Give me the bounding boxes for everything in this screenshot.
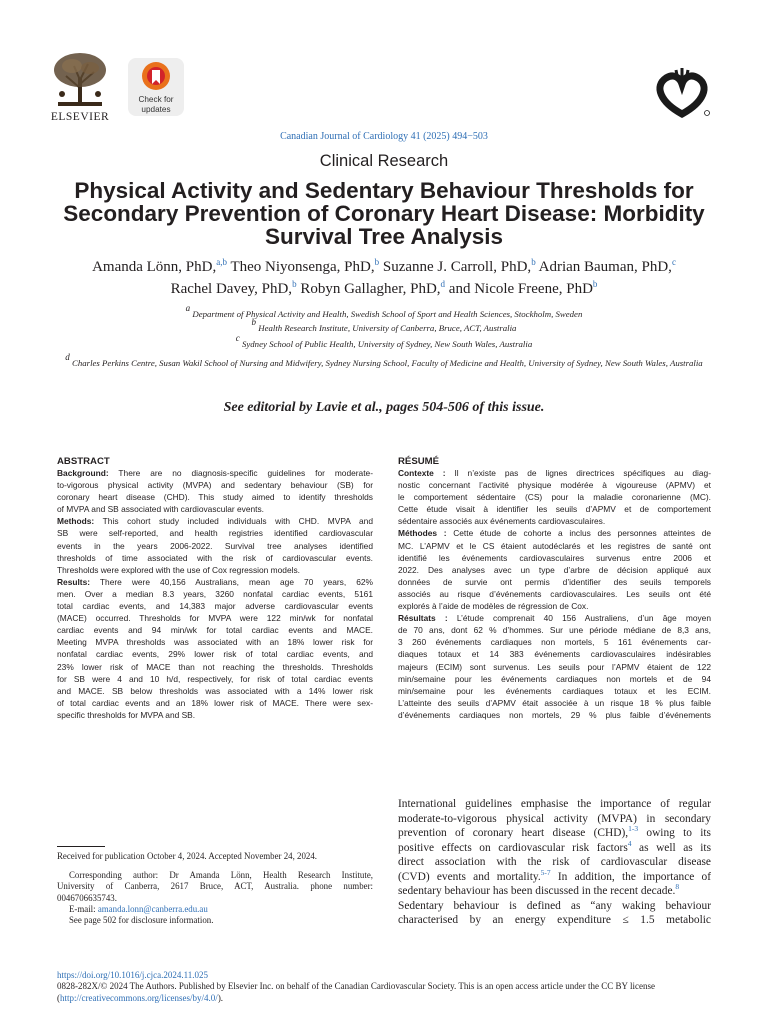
journal-citation-link[interactable]: Canadian Journal of Cardiology 41 (2025) 494−503 [280,131,488,142]
line-text: for SB were 4 and 10 h/d, respectively, for risk of total cardiac events [57,673,373,684]
email-label: E-mail: [69,903,98,914]
line-text: events in the years 2006-2022. Survival tree analyses identified [57,540,373,551]
line-text: Meeting MVPA thresholds was associated with an 18% lower risk for [57,637,373,648]
author-affiliation-mark[interactable]: b [592,279,598,289]
line-text: d’événements cardiaques non mortels, 29 % plus faible d’événements [398,709,711,720]
affiliation-mark: c [235,333,240,343]
text-line [57,685,373,697]
line-text: cardiac events and 94 min/wk for total cardiac events and MACE. [57,625,373,636]
text-line [398,552,711,564]
author-name: and Nicole Freene, PhD [445,281,593,297]
abstract-column [57,456,373,721]
text-line [398,540,711,552]
corresponding-author-line: 0046706635743. [57,892,117,903]
heart-logo-icon [652,66,714,120]
text-line [398,884,711,899]
line-text: prevention of coronary heart disease (CHD), [398,827,629,839]
abstract-heading: ABSTRACT [57,456,110,467]
line-text: nostic concernant l’activité physique modérée à vigoureuse (APMV) et [398,480,711,491]
text-line [398,612,711,624]
doi-link[interactable]: https://doi.org/10.1016/j.cjca.2024.11.025 [57,970,208,980]
line-text: men. Over a median 8.3 years, 3260 nonfatal cardiac events, 5161 [57,588,373,599]
line-text: as well as its [631,841,711,854]
line-text: International guidelines emphasise the importance of regular [398,798,711,810]
text-line [57,515,373,527]
text-line [398,467,711,479]
check-for-updates-button[interactable] [128,58,184,116]
elsevier-logo [44,48,116,126]
affiliation-c [30,333,738,350]
author-name: Amanda Lönn, PhD, [92,259,217,275]
line-text: moderate-to-vigorous physical activity (MVPA) in secondary [398,812,711,825]
line-text: Thresholds were explored with the use of Cox regression models. [57,564,300,575]
resume-body [398,467,711,721]
text-line [398,841,711,856]
author-affiliation-mark[interactable]: b [292,279,297,289]
author-name: Suzanne J. Carroll, PhD, [379,259,532,275]
license-close: ). [217,992,224,1003]
text-line [57,636,373,648]
text-line [57,661,373,673]
resume-heading: RÉSUMÉ [398,456,440,467]
subsection-label: Contexte : [398,468,446,478]
text-line [57,479,373,491]
affiliation-mark: d [65,352,70,362]
text-line [57,588,373,600]
line-text: données de survie ont permis d’identifier des seuils temporels [398,576,711,587]
license-statement: 0828-282X/© 2024 The Authors. Published by Elsevier Inc. on behalf of the Canadian Cardiovascular Society. This is an open access article under the CC BY license ( [57,981,655,1003]
license-text [57,981,711,1004]
text-line [398,697,711,709]
line-text: sedentary behaviour has been discussed in the recent decade. [398,885,676,897]
license-link[interactable]: http://creativecommons.org/licenses/by/4.0/ [60,992,218,1003]
disclosure-note: See page 502 for disclosure information. [69,915,214,926]
line-text: sédentaire associés aux événements cardiovasculaires. [398,516,606,527]
author-name: Robyn Gallagher, PhD, [296,281,441,297]
text-line [57,709,373,721]
affiliation-text: Health Research Institute, University of Canberra, Bruce, ACT, Australia [258,323,517,333]
author-list-line-2 [30,281,738,298]
line-text: de 70 ans, dont 62 % d’hommes. Sur une période médiane de 8,3 ans, [398,625,711,636]
text-line [398,855,711,870]
text-line [398,913,711,928]
line-text: and MACE. SB below thresholds was associated with a 14% lower risk [57,685,373,696]
text-line [398,709,711,721]
line-text: specific thresholds for MVPA and SB. [57,709,196,720]
ccs-heart-logo [652,66,714,120]
text-line [398,812,711,827]
text-line [57,600,373,612]
line-text: positive effects on cardiovascular risk factors [398,841,628,854]
text-line [57,491,373,503]
text-line [57,503,373,515]
reference-citation[interactable]: 5-7 [540,869,551,877]
text-line [57,697,373,709]
author-affiliation-mark[interactable]: a,b [216,257,227,267]
line-text: nonfatal cardiac events, 29% lower risk of total cardiac events, and [57,649,373,660]
introduction-text [398,797,711,928]
line-text: 23% lower risk of MACE than not reaching the thresholds. Thresholds [57,661,373,672]
line-text: SB were self-reported, and health registries identified cardiovascular [57,528,373,539]
line-text: coronary heart disease (CHD). This study aimed to identify thresholds [57,492,373,503]
text-line [57,564,373,576]
reference-citation[interactable]: 1-3 [628,826,639,833]
line-text: direct association with the risk of cardiovascular disease [398,856,711,868]
elsevier-wordmark: ELSEVIER [50,111,110,123]
line-text: to-vigorous physical activity (MVPA) and sedentary behaviour (SB) for [57,480,373,491]
line-text: of MVPA and SB associated with cardiovascular events. [57,504,264,515]
text-line [57,624,373,636]
line-text: Il n’existe pas de lignes directrices spécifiques au diag- [445,468,711,478]
text-line [398,527,711,539]
line-text: Cette étude de cohorte a inclus des personnes atteintes de [446,528,711,539]
line-text: min/semaine pour les événements cardiaques totaux et les ECIM. [398,685,711,696]
check-updates-label: Check for updates [138,95,174,114]
text-line [398,797,711,812]
text-line [398,576,711,588]
line-text: 3 260 événements cardiaques non mortels, 5 161 événements car- [398,637,711,648]
article-title: Physical Activity and Sedentary Behaviour Thresholds for Secondary Prevention of Coronary Heart Disease: Morbidity Survival Tree Analysis [63,178,705,249]
author-affiliation-mark[interactable]: c [671,257,676,267]
author-list-line-1 [30,259,738,276]
text-line [398,624,711,636]
line-text: L’étude comprenait 40 156 Australiens, d’un âge moyen [447,613,711,624]
author-name: Adrian Bauman, PhD, [535,259,672,275]
text-line [398,648,711,660]
affiliation-text: Charles Perkins Centre, Susan Wakil School of Nursing and Midwifery, Sydney Nursing School, Faculty of Medicine and Health, University of Sydney, New South Wales, Australia [72,358,703,368]
text-line [398,673,711,685]
subsection-label: Background: [57,468,109,478]
section-label: Clinical Research [319,152,449,170]
line-text: Cette étude visait à identifier les seuils d’APMV et de comportement [398,504,711,515]
corresponding-author-line: University of Canberra, 2617 Bruce, ACT, Australia. phone number: [57,881,373,892]
text-line [398,636,711,648]
line-text: majeurs (ECIM) sont survenus. Les seuils pour l’APMV étaient de 122 [398,661,711,672]
line-text: There are no diagnosis-specific guidelines for moderate- [108,468,373,478]
line-text: (CVD) events and mortality. [398,870,541,883]
author-affiliation-mark[interactable]: d [440,279,446,289]
abstract-body [57,467,373,721]
author-name: Rachel Davey, PhD, [170,281,293,297]
line-text: L’atteinte des seuils d’APMV était associée à un risque 18 % plus faible [398,697,711,708]
line-text: min/semaine pour les événements cardiaques non mortels et de 94 [398,673,711,684]
editorial-note: See editorial by Lavie et al., pages 504-506 of this issue. [223,400,545,415]
text-line [57,527,373,539]
email-link[interactable]: amanda.lonn@canberra.edu.au [97,903,208,914]
subsection-label: Methods: [57,516,95,527]
line-text: This cohort study included individuals with CHD. MVPA and [94,516,373,527]
elsevier-tree-icon [44,48,116,110]
journal-citation[interactable] [0,131,768,142]
line-text: of total cardiac events and an 18% lower risk of MACE. There were sex- [57,697,373,708]
text-line [57,648,373,660]
footnote-divider [57,846,105,847]
text-line [398,899,711,914]
affiliation-mark: b [251,317,257,327]
line-text: MC. L’APMV et le CS étaient autodéclarés et les registres de santé ont [398,540,711,551]
text-line [57,612,373,624]
text-line [57,552,373,564]
line-text: total cardiac events, and 14,383 major adverse cardiovascular events [57,601,373,612]
line-text: identifié les événements cardiovasculaires survenus entre 2006 et [398,552,711,563]
text-line [57,467,373,479]
text-line [398,600,711,612]
subsection-label: Results: [57,576,91,587]
line-text: (MACE) occurred. Thresholds for MVPA were 122 min/wk for nonfatal [57,613,373,624]
reference-citation[interactable]: 8 [675,884,680,891]
affiliation-text: Department of Physical Activity and Health, Swedish School of Sport and Health Sciences, Stockholm, Sweden [192,309,583,319]
affiliation-d [40,352,728,369]
line-text: diaques totaux et 14 383 événements cardiovasculaires indésirables [398,649,711,660]
text-line [57,673,373,685]
text-line [398,826,711,841]
check-updates-icon [128,58,184,94]
line-text: associés au risque d’événements cardiovasculaires. Les seuils ont été [398,588,711,599]
resume-column [398,456,711,721]
email-line [57,904,373,915]
text-line [57,540,373,552]
subsection-label: Méthodes : [398,528,447,539]
line-text: explorés à l’aide de modèles de régression de Cox. [398,601,589,612]
text-line [398,515,711,527]
text-line [398,564,711,576]
corresponding-author-line: Corresponding author: Dr Amanda Lönn, Health Research Institute, [69,870,373,881]
subsection-label: Résultats : [398,613,448,624]
affiliation-a [30,303,738,320]
affiliation-text: Sydney School of Public Health, University of Sydney, New South Wales, Australia [241,339,533,349]
line-text: Sedentary behaviour is defined as “any waking behaviour [398,899,711,912]
text-line [57,576,373,588]
line-text: thresholds of time associated with the risk of cardiovascular events. [57,552,373,563]
line-text: There were 40,156 Australians, mean age 70 years, 62% [90,576,373,587]
line-text: characterised by an energy expenditure ≤ 1.5 metabolic [398,914,711,926]
received-note: Received for publication October 4, 2024. Accepted November 24, 2024. [57,851,318,861]
author-affiliation-mark[interactable]: b [374,257,380,267]
line-text: le comportement sédentaire (CS) pour la maladie coronarienne (MC). [398,492,711,503]
line-text: 2022. Des analyses avec un type d’arbre de décision appliqué aux [398,564,711,575]
text-line [398,479,711,491]
text-line [398,685,711,697]
line-text: owing to its [638,827,711,839]
text-line [398,503,711,515]
text-line [398,661,711,673]
doi-line[interactable] [57,970,208,980]
text-line [398,588,711,600]
affiliation-b [30,317,738,334]
line-text: In addition, the importance of [550,870,711,883]
text-line [398,870,711,885]
author-affiliation-mark[interactable]: b [531,257,536,267]
affiliation-mark: a [185,303,191,313]
author-name: Theo Niyonsenga, PhD, [226,259,375,275]
text-line [398,491,711,503]
footnotes [57,851,373,926]
reference-citation[interactable]: 4 [627,840,632,848]
